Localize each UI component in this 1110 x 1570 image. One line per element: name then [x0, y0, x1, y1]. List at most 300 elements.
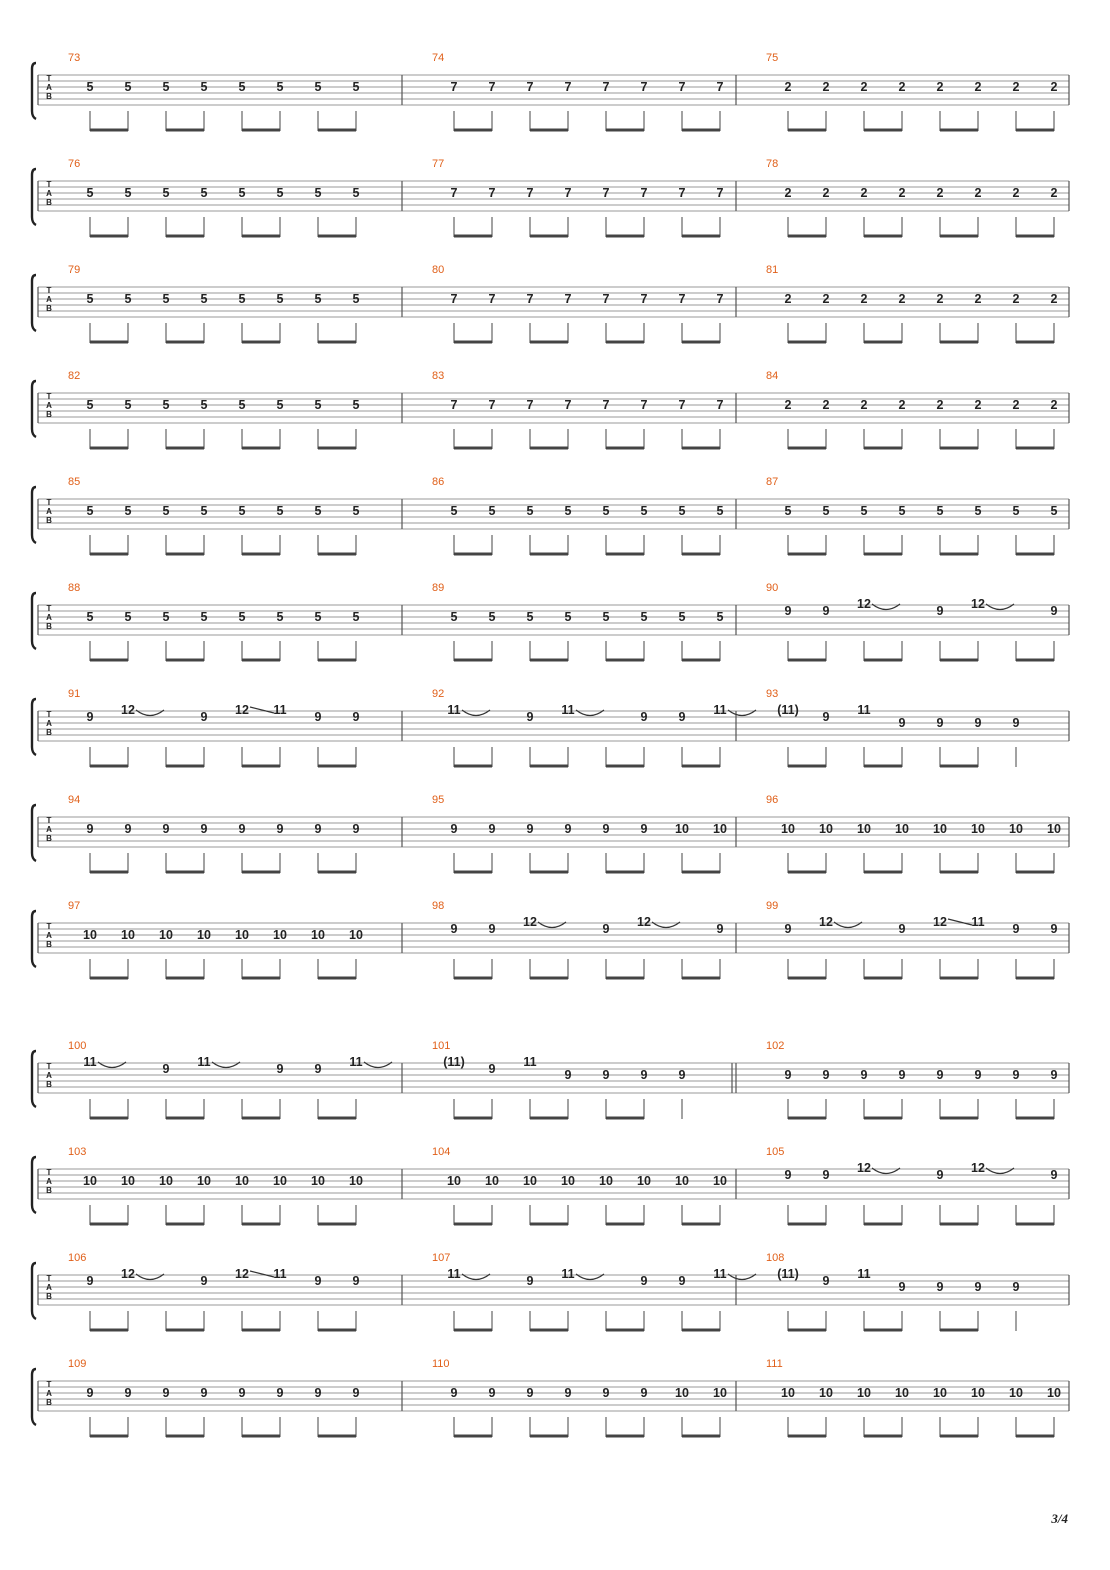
measure: [432, 900, 724, 979]
measure-number: 89: [432, 582, 445, 594]
fret-number: 12: [857, 1161, 871, 1175]
fret-number: 9: [1012, 1280, 1020, 1294]
fret-number: 9: [86, 1386, 94, 1400]
fret-number: 9: [450, 922, 458, 936]
fret-number: 5: [716, 504, 724, 518]
fret-number: 5: [238, 398, 246, 412]
measure: [68, 476, 360, 555]
fret-number: 2: [936, 80, 944, 94]
tab-system: [32, 476, 1069, 555]
measure: [432, 158, 724, 237]
tab-clef-letter: T: [46, 498, 52, 507]
tab-clef-letter: T: [46, 180, 52, 189]
fret-number: 9: [526, 710, 534, 724]
fret-number: 2: [784, 186, 792, 200]
fret-number: 10: [933, 1386, 947, 1400]
fret-number: 9: [124, 822, 132, 836]
fret-number: 5: [162, 292, 170, 306]
fret-number: 10: [197, 1174, 211, 1188]
fret-number: 5: [162, 80, 170, 94]
fret-number: 2: [860, 292, 868, 306]
system-bracket: [32, 1263, 36, 1319]
fret-number: 9: [678, 710, 686, 724]
fret-number: 10: [857, 822, 871, 836]
fret-number: 10: [523, 1174, 537, 1188]
page-number: 3/4: [1051, 1511, 1068, 1526]
fret-number: 9: [898, 1068, 906, 1082]
tab-clef-letter: A: [46, 1389, 52, 1398]
fret-number: 11: [713, 1267, 727, 1281]
fret-number: 2: [1012, 292, 1020, 306]
measure: [766, 794, 1061, 873]
measure-number: 101: [432, 1040, 451, 1052]
fret-number: 9: [162, 1386, 170, 1400]
fret-number: 7: [640, 80, 648, 94]
fret-number: 9: [936, 604, 944, 618]
fret-number: 9: [602, 822, 610, 836]
measure: [432, 370, 724, 449]
fret-number: 5: [352, 610, 360, 624]
fret-number: 5: [200, 186, 208, 200]
fret-number: 7: [640, 292, 648, 306]
measure-number: 74: [432, 52, 445, 64]
fret-number: 2: [1050, 292, 1058, 306]
fret-number: 9: [822, 710, 830, 724]
fret-number: 9: [450, 822, 458, 836]
tab-clef-letter: A: [46, 83, 52, 92]
tab-system: [32, 688, 1069, 767]
fret-number: 7: [450, 398, 458, 412]
fret-number: 2: [936, 398, 944, 412]
measure: [68, 1252, 360, 1331]
fret-number: 2: [974, 398, 982, 412]
fret-number: 10: [273, 928, 287, 942]
measure-number: 90: [766, 582, 779, 594]
fret-number: 9: [1050, 1068, 1058, 1082]
fret-number: 9: [564, 1386, 572, 1400]
fret-number: 9: [1012, 716, 1020, 730]
tab-clef-letter: A: [46, 189, 52, 198]
fret-number: 7: [526, 292, 534, 306]
measure: [68, 1040, 392, 1119]
fret-number: 2: [974, 292, 982, 306]
tab-clef-letter: B: [46, 410, 52, 419]
fret-number: 10: [197, 928, 211, 942]
measure-number: 80: [432, 264, 445, 276]
fret-number: 9: [526, 1386, 534, 1400]
fret-number: 10: [857, 1386, 871, 1400]
measure: [766, 264, 1058, 343]
fret-number: 10: [781, 822, 795, 836]
measure-number: 85: [68, 476, 81, 488]
measure-number: 109: [68, 1358, 87, 1370]
fret-number: 7: [678, 292, 686, 306]
fret-number: 10: [1009, 1386, 1023, 1400]
fret-number: 7: [488, 398, 496, 412]
fret-number: 11: [713, 703, 727, 717]
fret-number: 10: [819, 1386, 833, 1400]
fret-number: 10: [235, 1174, 249, 1188]
fret-number: 5: [238, 80, 246, 94]
measure: [766, 158, 1058, 237]
fret-number: 11: [447, 1267, 461, 1281]
measure: [432, 1252, 756, 1331]
fret-number: 5: [936, 504, 944, 518]
fret-number: 7: [488, 80, 496, 94]
tab-clef-letter: B: [46, 1186, 52, 1195]
fret-number: 10: [1047, 822, 1061, 836]
fret-number: 7: [716, 292, 724, 306]
tab-system: [32, 1358, 1069, 1437]
fret-number: 7: [564, 292, 572, 306]
system-bracket: [32, 699, 36, 755]
slide-line: [250, 1271, 274, 1277]
fret-number: 12: [933, 915, 947, 929]
fret-number: 10: [561, 1174, 575, 1188]
tab-clef-letter: B: [46, 304, 52, 313]
fret-number: 9: [784, 1068, 792, 1082]
tab-clef-letter: B: [46, 198, 52, 207]
fret-number: 2: [784, 398, 792, 412]
measure: [68, 1146, 363, 1225]
system-bracket: [32, 1051, 36, 1107]
fret-number: 9: [1050, 1168, 1058, 1182]
fret-number: 9: [602, 922, 610, 936]
measure: [68, 370, 360, 449]
fret-number: 9: [822, 1274, 830, 1288]
fret-number: 9: [200, 1386, 208, 1400]
fret-number: 9: [974, 716, 982, 730]
fret-number: 9: [1012, 1068, 1020, 1082]
fret-number: 5: [602, 610, 610, 624]
fret-number: 10: [933, 822, 947, 836]
fret-number: 10: [675, 822, 689, 836]
fret-number: 9: [1012, 922, 1020, 936]
fret-number: 5: [352, 80, 360, 94]
fret-number: 9: [238, 1386, 246, 1400]
fret-number: 7: [716, 80, 724, 94]
fret-number: 12: [857, 597, 871, 611]
fret-number: 2: [784, 80, 792, 94]
system-bracket: [32, 911, 36, 967]
fret-number: 5: [276, 292, 284, 306]
tab-clef-letter: A: [46, 1071, 52, 1080]
fret-number: 10: [485, 1174, 499, 1188]
fret-number: 5: [238, 504, 246, 518]
fret-number: 9: [314, 1386, 322, 1400]
measure: [68, 1358, 360, 1437]
fret-number: 5: [238, 610, 246, 624]
measure: [432, 794, 727, 873]
tab-system: [32, 582, 1069, 661]
fret-number: 10: [781, 1386, 795, 1400]
fret-number: 10: [121, 1174, 135, 1188]
fret-number: 11: [561, 1267, 575, 1281]
fret-number: 2: [860, 398, 868, 412]
fret-number: 9: [314, 1274, 322, 1288]
tab-clef-letter: A: [46, 613, 52, 622]
fret-number: 2: [822, 186, 830, 200]
fret-number: 5: [86, 504, 94, 518]
measure-number: 91: [68, 688, 81, 700]
tab-clef-letter: A: [46, 825, 52, 834]
fret-number: 9: [640, 1386, 648, 1400]
measure-number: 77: [432, 158, 445, 170]
fret-number: 9: [898, 1280, 906, 1294]
fret-number: 9: [314, 822, 322, 836]
fret-number: 9: [450, 1386, 458, 1400]
tab-clef-letter: T: [46, 74, 52, 83]
fret-number: 10: [971, 1386, 985, 1400]
fret-number: 7: [564, 80, 572, 94]
measure-number: 78: [766, 158, 779, 170]
fret-number: 5: [678, 504, 686, 518]
fret-number: 7: [526, 80, 534, 94]
fret-number: 2: [822, 80, 830, 94]
system-bracket: [32, 381, 36, 437]
fret-number: 5: [1050, 504, 1058, 518]
fret-number: 9: [200, 822, 208, 836]
fret-number: 7: [526, 186, 534, 200]
fret-number: 12: [637, 915, 651, 929]
fret-number: 7: [678, 80, 686, 94]
fret-number: 5: [200, 80, 208, 94]
fret-number: 9: [716, 922, 724, 936]
fret-number: 9: [822, 604, 830, 618]
measure-number: 94: [68, 794, 81, 806]
fret-number: 2: [860, 80, 868, 94]
tab-system: [32, 900, 1069, 979]
fret-number: 9: [200, 1274, 208, 1288]
fret-number: 10: [713, 822, 727, 836]
fret-number: 9: [162, 822, 170, 836]
fret-number: 7: [526, 398, 534, 412]
fret-number: 2: [898, 398, 906, 412]
fret-number: 2: [784, 292, 792, 306]
fret-number: 10: [349, 1174, 363, 1188]
fret-number: 5: [314, 504, 322, 518]
fret-number: 7: [602, 80, 610, 94]
fret-number: 9: [488, 1386, 496, 1400]
tab-clef-letter: B: [46, 516, 52, 525]
fret-number: 7: [488, 186, 496, 200]
measure-number: 79: [68, 264, 81, 276]
fret-number: 11: [83, 1055, 97, 1069]
fret-number: 2: [1050, 186, 1058, 200]
tab-clef-letter: B: [46, 1398, 52, 1407]
fret-number: 9: [936, 1168, 944, 1182]
measure-number: 102: [766, 1040, 785, 1052]
measure: [766, 900, 1058, 979]
measure: [432, 1040, 732, 1119]
fret-number: 10: [675, 1386, 689, 1400]
fret-number: 2: [936, 186, 944, 200]
fret-number: 11: [857, 1267, 871, 1281]
fret-number: 9: [974, 1068, 982, 1082]
fret-number: 7: [716, 186, 724, 200]
fret-number: 9: [564, 1068, 572, 1082]
fret-number: 7: [564, 398, 572, 412]
fret-number: 5: [352, 186, 360, 200]
fret-number: 9: [936, 1068, 944, 1082]
fret-number: 7: [602, 398, 610, 412]
measure-number: 105: [766, 1146, 785, 1158]
fret-number: 9: [526, 1274, 534, 1288]
fret-number: 5: [488, 504, 496, 518]
fret-number: 12: [971, 597, 985, 611]
tab-clef-letter: T: [46, 1168, 52, 1177]
measure: [766, 1358, 1061, 1437]
measure-number: 96: [766, 794, 779, 806]
tab-system: [32, 158, 1069, 237]
fret-number: 11: [523, 1055, 537, 1069]
fret-number: 5: [526, 504, 534, 518]
tab-clef-letter: T: [46, 922, 52, 931]
fret-number: 9: [678, 1274, 686, 1288]
measure: [68, 264, 360, 343]
fret-number: (11): [777, 703, 799, 717]
fret-number: 5: [564, 610, 572, 624]
fret-number: (11): [777, 1267, 799, 1281]
measure: [68, 900, 363, 979]
fret-number: 9: [86, 1274, 94, 1288]
fret-number: 10: [675, 1174, 689, 1188]
fret-number: 5: [352, 292, 360, 306]
fret-number: 2: [974, 80, 982, 94]
tab-clef-letter: B: [46, 622, 52, 631]
fret-number: 9: [1050, 604, 1058, 618]
tab-clef-letter: A: [46, 719, 52, 728]
fret-number: 10: [1009, 822, 1023, 836]
measure: [766, 582, 1058, 661]
tab-clef-letter: B: [46, 728, 52, 737]
fret-number: 7: [716, 398, 724, 412]
fret-number: 7: [602, 186, 610, 200]
tab-clef-letter: T: [46, 286, 52, 295]
measure: [68, 158, 360, 237]
fret-number: 9: [352, 1274, 360, 1288]
fret-number: 5: [124, 398, 132, 412]
fret-number: 9: [936, 716, 944, 730]
tab-clef-letter: A: [46, 295, 52, 304]
fret-number: 5: [86, 292, 94, 306]
fret-number: 5: [898, 504, 906, 518]
tab-systems: [32, 52, 1069, 1437]
measure: [432, 1358, 727, 1437]
fret-number: 11: [857, 703, 871, 717]
measure: [432, 1146, 727, 1225]
measure-number: 73: [68, 52, 81, 64]
fret-number: 10: [447, 1174, 461, 1188]
fret-number: 9: [784, 1168, 792, 1182]
fret-number: 7: [564, 186, 572, 200]
fret-number: 5: [200, 292, 208, 306]
fret-number: 7: [450, 80, 458, 94]
fret-number: 12: [235, 1267, 249, 1281]
measure-number: 86: [432, 476, 445, 488]
fret-number: 10: [895, 822, 909, 836]
fret-number: 2: [860, 186, 868, 200]
measure-number: 100: [68, 1040, 87, 1052]
fret-number: 9: [640, 710, 648, 724]
fret-number: 5: [822, 504, 830, 518]
fret-number: 10: [121, 928, 135, 942]
fret-number: 11: [561, 703, 575, 717]
fret-number: 9: [860, 1068, 868, 1082]
fret-number: 5: [276, 186, 284, 200]
system-bracket: [32, 1157, 36, 1213]
measure-number: 83: [432, 370, 445, 382]
fret-number: 11: [273, 1267, 287, 1281]
fret-number: 9: [936, 1280, 944, 1294]
tab-system: [32, 1146, 1069, 1225]
tab-system: [32, 52, 1069, 131]
fret-number: 12: [121, 703, 135, 717]
measure-number: 75: [766, 52, 779, 64]
fret-number: 9: [314, 710, 322, 724]
tab-clef-letter: B: [46, 940, 52, 949]
fret-number: 2: [898, 292, 906, 306]
measure: [766, 1040, 1058, 1119]
fret-number: 12: [121, 1267, 135, 1281]
measure: [766, 1252, 1020, 1331]
measure-number: 106: [68, 1252, 87, 1264]
fret-number: 10: [599, 1174, 613, 1188]
measure: [766, 1146, 1058, 1225]
tab-system: [32, 1252, 1069, 1331]
measure-number: 104: [432, 1146, 451, 1158]
fret-number: 5: [974, 504, 982, 518]
fret-number: 9: [822, 1168, 830, 1182]
fret-number: 9: [238, 822, 246, 836]
measure-number: 103: [68, 1146, 87, 1158]
fret-number: 5: [86, 610, 94, 624]
fret-number: 9: [276, 1062, 284, 1076]
fret-number: 5: [200, 610, 208, 624]
fret-number: 9: [564, 822, 572, 836]
fret-number: 5: [124, 610, 132, 624]
fret-number: 9: [602, 1386, 610, 1400]
measure: [432, 476, 724, 555]
tab-system: [32, 264, 1069, 343]
fret-number: 9: [1050, 922, 1058, 936]
fret-number: 5: [314, 398, 322, 412]
fret-number: 2: [898, 80, 906, 94]
fret-number: 9: [488, 1062, 496, 1076]
fret-number: 10: [83, 928, 97, 942]
fret-number: 2: [898, 186, 906, 200]
fret-number: 10: [713, 1174, 727, 1188]
fret-number: 10: [159, 928, 173, 942]
fret-number: 9: [898, 716, 906, 730]
measure-number: 95: [432, 794, 445, 806]
fret-number: 10: [971, 822, 985, 836]
fret-number: 9: [898, 922, 906, 936]
fret-number: 5: [200, 504, 208, 518]
measure-number: 111: [766, 1358, 783, 1370]
fret-number: 5: [162, 186, 170, 200]
tab-clef-letter: B: [46, 1080, 52, 1089]
fret-number: 9: [784, 922, 792, 936]
measure: [432, 582, 724, 661]
fret-number: 10: [637, 1174, 651, 1188]
fret-number: 12: [235, 703, 249, 717]
fret-number: 12: [523, 915, 537, 929]
measure-number: 108: [766, 1252, 785, 1264]
fret-number: 9: [822, 1068, 830, 1082]
measure-number: 93: [766, 688, 779, 700]
fret-number: 9: [314, 1062, 322, 1076]
